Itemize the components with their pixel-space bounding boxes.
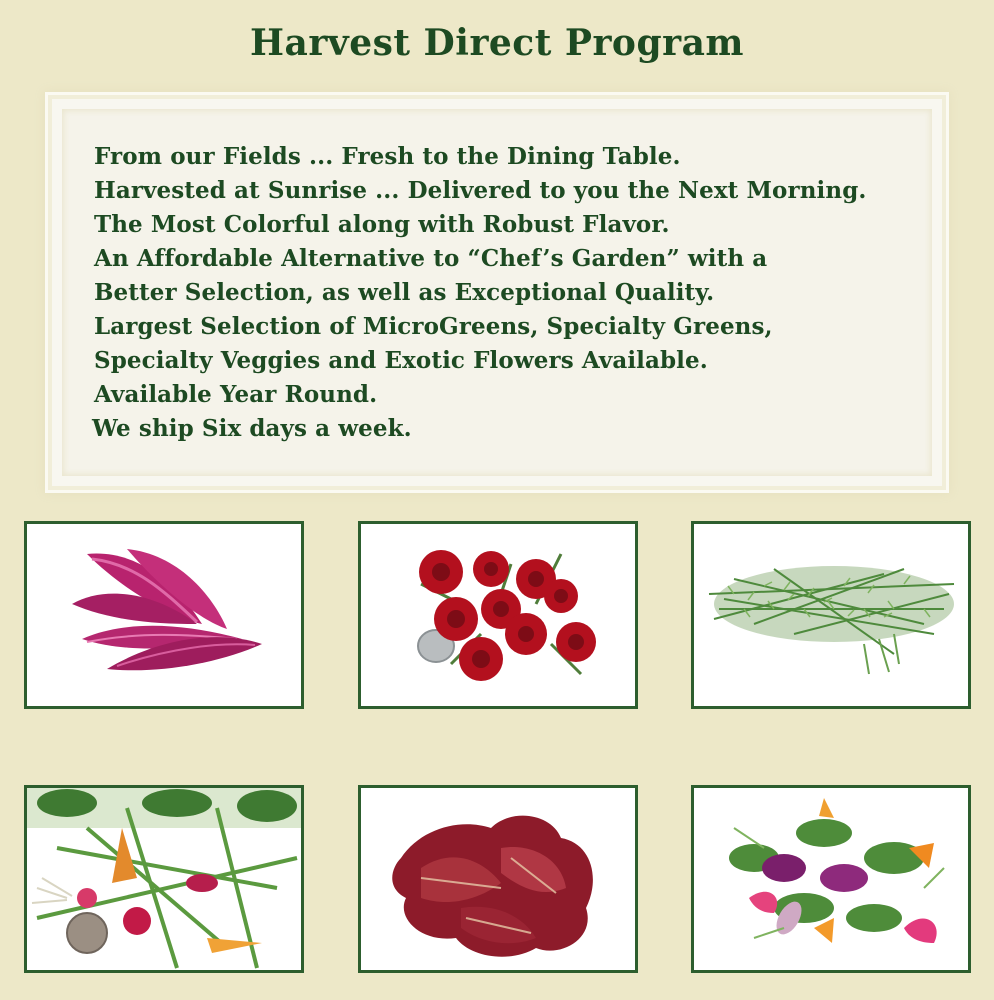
red-lettuce-photo xyxy=(358,785,638,973)
feature-line: An Affordable Alternative to “Chef’s Garden” with a xyxy=(94,245,768,272)
mixed-greens-flowers-image xyxy=(694,788,968,970)
feature-list xyxy=(94,140,866,446)
baby-vegetables-image xyxy=(27,788,301,970)
herb-sprigs-image xyxy=(694,524,968,706)
feature-line: Specialty Veggies and Exotic Flowers Available. xyxy=(94,347,708,374)
red-roses-photo xyxy=(358,521,638,709)
feature-line: The Most Colorful along with Robust Flavor. xyxy=(94,211,670,238)
red-roses-image xyxy=(361,524,635,706)
feature-line: Available Year Round. xyxy=(94,381,378,408)
herb-sprigs-photo xyxy=(691,521,971,709)
feature-line: Better Selection, as well as Exceptional Quality. xyxy=(94,279,715,306)
feature-line: Harvested at Sunrise ... Delivered to you the Next Morning. xyxy=(94,177,867,204)
feature-line: From our Fields ... Fresh to the Dining Table. xyxy=(94,143,681,170)
red-lettuce-image xyxy=(361,788,635,970)
page-title: Harvest Direct Program xyxy=(249,22,744,64)
baby-vegetables-photo xyxy=(24,785,304,973)
pink-petals-image xyxy=(27,524,301,706)
feature-line: Largest Selection of MicroGreens, Specialty Greens, xyxy=(94,313,773,340)
mixed-greens-flowers-photo xyxy=(691,785,971,973)
pink-petals-photo xyxy=(24,521,304,709)
feature-line: We ship Six days a week. xyxy=(92,415,412,442)
